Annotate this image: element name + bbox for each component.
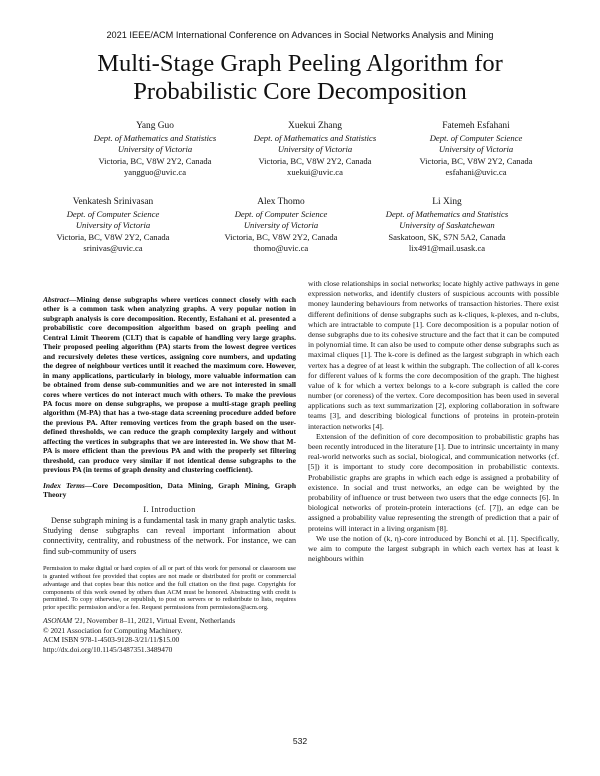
author-address: Victoria, BC, V8W 2Y2, Canada — [419, 155, 533, 166]
author-block — [230, 121, 400, 179]
intro-paragraph: Dense subgraph mining is a fundamental task in many graph analytic tasks. Studying dense subgraphs can reveal important information about connectivity, centrality, and robustness of the network. For instance, we can find sub-community of users — [43, 515, 296, 556]
author-block — [196, 197, 366, 255]
author-name: Xuekui Zhang — [288, 121, 342, 131]
author-address: Victoria, BC, V8W 2Y2, Canada — [98, 155, 212, 166]
author-address: Victoria, BC, V8W 2Y2, Canada — [258, 155, 372, 166]
author-email: yangguo@uvic.ca — [123, 167, 187, 178]
author-address: Saskatoon, SK, S7N 5A2, Canada — [388, 231, 506, 242]
author-univ: University of Victoria — [243, 220, 319, 231]
author-address: Victoria, BC, V8W 2Y2, Canada — [56, 231, 170, 242]
conference-header: 2021 IEEE/ACM International Conference on Advances in Social Networks Analysis and Mining — [106, 30, 494, 40]
author-email: esfahani@uvic.ca — [445, 167, 507, 178]
author-block — [362, 197, 532, 255]
pub-venue-line — [43, 616, 296, 626]
page-number: 532 — [292, 736, 308, 746]
author-dept: Dept. of Computer Science — [429, 132, 523, 143]
author-dept: Dept. of Mathematics and Statistics — [385, 208, 509, 219]
author-dept: Dept. of Computer Science — [66, 208, 160, 219]
author-dept: Dept. of Mathematics and Statistics — [93, 132, 217, 143]
index-terms-text: —Core Decomposition, Data Mining, Graph Mining, Graph Theory — [43, 480, 296, 500]
left-column — [43, 295, 296, 655]
index-terms-label: Index Terms — [43, 480, 85, 490]
author-name: Yang Guo — [136, 121, 174, 131]
author-name: Alex Thomo — [257, 197, 305, 207]
title-line-2: Probabilistic Core Decomposition — [133, 78, 467, 105]
pub-copyright: © 2021 Association for Computing Machinery. — [43, 625, 183, 635]
author-univ: University of Victoria — [75, 220, 151, 231]
paper-title — [0, 50, 600, 106]
body-paragraph: Extension of the definition of core decomposition to probabilistic graphs has been recently introduced in the literature [1]. Due to intrinsic uncertainty in many real-world networks such as social, biological, and communication networks (cf. [5]) it is important to study core decomposition in probabilistic contexts. Probabilistic graphs are graphs in which each edge is assigned a probability of existence. In social and trust networks, an edge can be weighted by the probability of influence or trust between two users that the edge connects [6]. In biological networks of protein-protein interactions (cf. [7]), an edge can be assigned a probability value representing the strength of prediction that a pair of proteins will interact in a living organism [8]. — [308, 431, 559, 533]
author-univ: University of Victoria — [438, 144, 514, 155]
publication-info — [43, 616, 296, 654]
author-block — [70, 121, 240, 179]
author-univ: University of Saskatchewan — [399, 220, 495, 231]
permission-notice: Permission to make digital or hard copies of all or part of this work for personal or classroom use is granted without fee provided that copies are not made or distributed for profit or commercial advantage and that copies bear this notice and the full citation on the first page. Copyrights for components of this work owned by others than ACM must be honored. Abstracting with credit is permitted. To copy otherwise, or republish, to post on servers or to redistribute to lists, requires prior specific permission and/or a fee. Request permissions from permissions@acm.org. — [43, 564, 296, 612]
pub-venue-details: , November 8–11, 2021, Virtual Event, Netherlands — [82, 616, 236, 626]
section-heading: I. Introduction — [143, 504, 196, 514]
author-email: xuekui@uvic.ca — [287, 167, 343, 178]
author-block — [391, 121, 561, 179]
author-email: lix491@mail.usask.ca — [408, 243, 486, 254]
index-terms — [43, 481, 296, 500]
author-name: Li Xing — [432, 197, 462, 207]
abstract — [43, 295, 296, 475]
pub-venue: ASONAM '21 — [43, 616, 83, 626]
abstract-text: —Mining dense subgraphs where vertices connect closely with each other is a common task when analyzing graphs. A very popular notion in subgraph analysis is core decomposition. Recently, Esfahani et al. presented a probabilistic core decomposition algorithm based on graph peeling and Central Limit Theorem (CLT) that is capable of handling very large graphs. Their proposed peeling algorithm (PA) starts from the lowest degree vertices and recursively deletes these vertices, assigning core numbers, and updating the degree of neighbour vertices until it reached the maximum core. However, in many applications, particularly in biology, more valuable information can be obtained from dense sub-communities and we are not interested in small cores where vertices do not interact much with others. To make the previous PA focus more on dense subgraphs, we propose a multi-stage graph peeling algorithm (M-PA) that has a two-stage data screening procedure added before the previous PA. After removing vertices from the graph based on the user-defined thresholds, we can reduce the graph complexity largely and without affecting the vertices in subgraphs that we are interested in. We show that M-PA is more efficient than the previous PA and with the properly set filtering threshold, can produce very similar if not identical dense subgraphs to the previous PA (in terms of graph density and clustering coefficient). — [43, 295, 296, 475]
abstract-label: Abstract — [43, 295, 69, 304]
pub-doi: http://dx.doi.org/10.1145/3487351.3489470 — [43, 645, 173, 654]
author-email: thomo@uvic.ca — [253, 243, 309, 254]
author-email: srinivas@uvic.ca — [83, 243, 143, 254]
right-column — [308, 279, 559, 564]
pub-isbn: ACM ISBN 978-1-4503-9128-3/21/11/$15.00 — [43, 635, 180, 645]
author-univ: University of Victoria — [117, 144, 193, 155]
author-address: Victoria, BC, V8W 2Y2, Canada — [224, 231, 338, 242]
author-univ: University of Victoria — [277, 144, 353, 155]
body-paragraph: with close relationships in social networks; locate highly active pathways in gene expression networks, and identify clusters of suspicious accounts with possible money laundering behaviours from networks of transaction histories. There exist different definitions of dense subgraphs such as k-cliques, k-plexes, and n-clubs, which are intractable to compute [1]. Core decomposition is a popular notion of dense subgraphs due to its cohesive structure and the fact that it can be computed in polynomial time. It can also be used to compute other dense subgraphs such as maximal cliques [1]. The k-core is defined as the largest subgraph in which each vertex has a degree of at least k within the subgraph. The collection of all k-cores for different values of k forms the core decomposition of the graph. The highest value of k for which a vertex belongs to a k-core subgraph is called the core number (or coreness) of the vertex. Core decomposition has been used in several applications such as text summarization [2], exploring collaboration in software teams [3], and describing biological functions of proteins in protein-protein interaction networks [4]. — [308, 279, 559, 431]
body-paragraph: We use the notion of (k, η)-core introduced by Bonchi et al. [1]. Specifically, we aim to compute the largest subgraph in which each vertex has at least k neighbours within — [308, 533, 559, 564]
author-block — [28, 197, 198, 255]
author-dept: Dept. of Computer Science — [234, 208, 328, 219]
title-line-1: Multi-Stage Graph Peeling Algorithm for — [97, 50, 503, 77]
author-dept: Dept. of Mathematics and Statistics — [253, 132, 377, 143]
author-name: Venkatesh Srinivasan — [72, 197, 154, 207]
author-name: Fatemeh Esfahani — [442, 121, 510, 131]
